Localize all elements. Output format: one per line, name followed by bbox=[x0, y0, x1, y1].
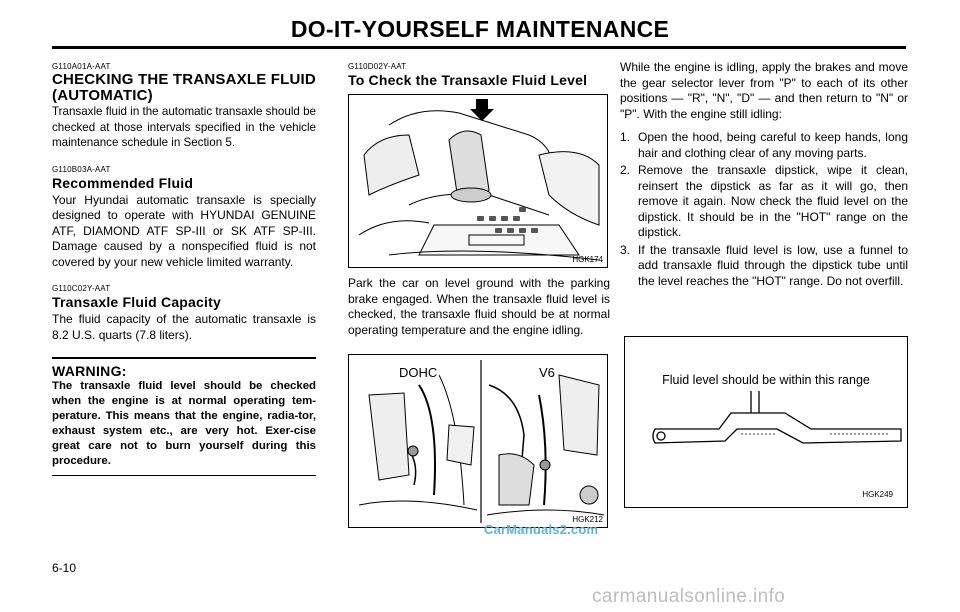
step-number: 3. bbox=[620, 242, 631, 257]
watermark-carmanualsonline: carmanualsonline.info bbox=[592, 586, 786, 607]
section-code: G110B03A-AAT bbox=[52, 164, 111, 174]
header-rule bbox=[52, 46, 906, 49]
warning-text: The transaxle fluid level should be checked when the engine is at normal operating tem-perature. This means that the engine, radia-tor, exhaust system etc., are very hot. Exer-cise great care not to burn yourself during this procedure. bbox=[52, 379, 316, 467]
engine-label-v6: V6 bbox=[539, 365, 555, 380]
column-middle bbox=[348, 62, 610, 90]
section-text: The fluid capacity of the automatic transaxle is 8.2 U.S. quarts (7.8 liters). bbox=[52, 312, 316, 342]
column-right bbox=[620, 60, 908, 291]
page-title: DO-IT-YOURSELF MAINTENANCE bbox=[290, 16, 670, 42]
section-heading: Transaxle Fluid Capacity bbox=[52, 294, 221, 310]
section-capacity bbox=[52, 284, 316, 343]
engine-label-dohc: DOHC bbox=[399, 365, 438, 380]
step-text: Remove the transaxle dipstick, wipe it clean, reinsert the dipstick as far as it will go, then remove it again. Now check the fluid level on the dipstick. It should be in the "HOT" range on the dipstick. bbox=[638, 163, 908, 239]
section-code: G110D02Y-AAT bbox=[348, 62, 407, 71]
page-number: 6-10 bbox=[52, 561, 77, 575]
list-item bbox=[620, 163, 908, 241]
watermark-carmanuals2: CarManuals2.com bbox=[484, 522, 599, 537]
section-text: Transaxle fluid in the automatic transaxle should be checked at those intervals specified in the vehicle maintenance schedule in Section 5. bbox=[52, 105, 316, 149]
warning-box bbox=[52, 357, 316, 476]
list-item bbox=[620, 243, 908, 290]
step-text: Open the hood, being careful to keep hands, long hair and clothing clear of any moving parts. bbox=[638, 130, 908, 160]
section-heading: CHECKING THE TRANSAXLE FLUID (AUTOMATIC) bbox=[52, 71, 316, 104]
figure-code: HGK174 bbox=[572, 255, 603, 264]
gear-selector-illustration bbox=[349, 95, 607, 267]
step-number: 2. bbox=[620, 163, 631, 177]
column-left bbox=[52, 62, 316, 476]
figure-code: HGK212 bbox=[572, 515, 603, 524]
dipstick-figure bbox=[624, 336, 908, 508]
dipstick-caption: Fluid level should be within this range bbox=[662, 373, 870, 387]
section-text: Park the car on level ground with the parking brake engaged. When the transaxle fluid level is checked, the transaxle fluid should be at normal operating temperature and the engine idling. bbox=[348, 276, 610, 337]
step-text: If the transaxle fluid level is low, use a funnel to add transaxle fluid through the dipstick tube until the level reaches the "HOT" range. Do not overfill. bbox=[638, 242, 908, 288]
procedure-intro: While the engine is idling, apply the brakes and move the gear selector lever from "P" to each of its other positions — "R", "N", "D" — and then return to "N" or "P". With the engine still idling: bbox=[620, 60, 908, 121]
section-checking bbox=[52, 62, 316, 151]
warning-title: WARNING: bbox=[52, 362, 127, 379]
section-heading: Recommended Fluid bbox=[52, 174, 194, 191]
dipstick-location-figure bbox=[348, 354, 608, 528]
figure-code: HGK249 bbox=[862, 490, 893, 499]
procedure-steps bbox=[620, 130, 908, 289]
section-code: G110A01A-AAT bbox=[52, 62, 111, 71]
warning-rule-bottom bbox=[52, 475, 316, 477]
engine-bay-illustration bbox=[349, 355, 607, 527]
column-middle-text bbox=[348, 276, 610, 338]
section-heading: To Check the Transaxle Fluid Level bbox=[348, 72, 588, 88]
section-code: G110C02Y-AAT bbox=[52, 284, 111, 293]
gear-selector-figure bbox=[348, 94, 608, 268]
list-item bbox=[620, 130, 908, 161]
warning-rule-top bbox=[52, 357, 316, 359]
section-recommended-fluid bbox=[52, 165, 316, 271]
step-number: 1. bbox=[620, 130, 631, 144]
section-text: Your Hyundai automatic transaxle is specially designed to operate with HYUNDAI GENUINE ATF, DIAMOND ATF SP-III or SK ATF SP-III. Damage caused by a nonspecified fluid is not covered by your new vehicle limited warranty. bbox=[52, 192, 316, 269]
dipstick-illustration bbox=[625, 337, 907, 507]
